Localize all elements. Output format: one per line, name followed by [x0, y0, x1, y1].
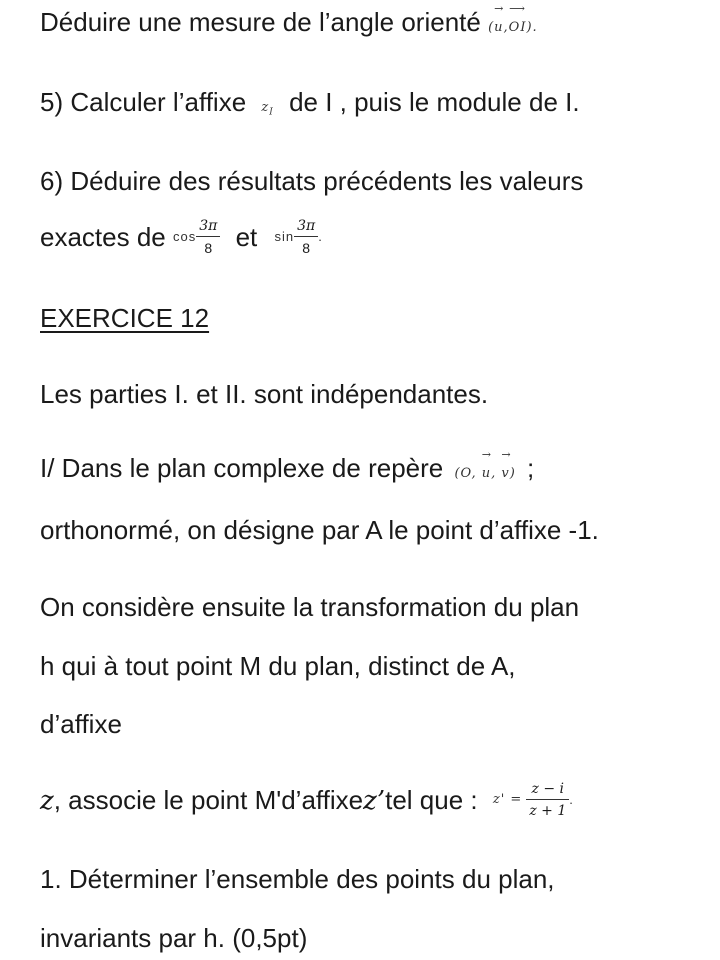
fraction-3pi-over-8-cos: $\frac{3\pi}{8}$: [196, 218, 220, 256]
sin-function: sin: [274, 229, 295, 244]
angle-question-line: [40, 2, 538, 44]
exercise-heading: EXERCICE 12: [40, 303, 210, 333]
plane-definition-line: I/ Dans le plan complexe de repère (O, → u, → v) ;: [40, 448, 535, 483]
cos-function: cos: [172, 229, 197, 244]
transformation-line: On considère ensuite la transformation du plan: [40, 592, 580, 622]
formula-lhs: z' =: [492, 792, 523, 807]
question-6-line-1: 6) Déduire des résultats précédents les valeurs: [40, 166, 584, 196]
angle-question-text: Déduire une mesure de l’angle orienté: [40, 7, 481, 37]
affix-zi: $z_I$: [261, 100, 274, 118]
question-5-suffix: de I , puis le module de I.: [289, 87, 580, 117]
question-6-line-2: exactes de cos $\frac{3\pi}{8}$ et sin $\frac{3\pi}{8}$ .: [40, 218, 323, 256]
fraction-3pi-over-8-sin: $\frac{3\pi}{8}$: [294, 218, 318, 256]
affix-line: d’affixe: [40, 709, 122, 739]
orthonormal-line: orthonormé, on désigne par A le point d’affixe -1.: [40, 515, 599, 545]
plane-definition-text: I/ Dans le plan complexe de repère: [40, 453, 444, 483]
transformation-line-2: h qui à tout point M du plan, distinct de A,: [40, 651, 516, 681]
question-5: [40, 86, 580, 129]
question-1-line-1: 1. Déterminer l’ensemble des points du plan,: [40, 864, 555, 894]
et-word: et: [235, 221, 258, 252]
frame-expression: (O, → u, → v): [454, 448, 516, 481]
formula-fraction: $\frac{z - i}{z + 1}$: [526, 781, 569, 819]
angle-vector-expression: ( → u, ⟶ OI).: [488, 2, 538, 35]
question-5-prefix: 5) Calculer l’affixe: [40, 87, 247, 117]
intro-paragraph: Les parties I. et II. sont indépendantes.: [40, 379, 489, 409]
question-1-line-2: invariants par h. (0,5pt): [40, 923, 308, 953]
formula-line: z, associe le point M'd’affixez’tel que : z' = $\frac{z - i}{z + 1}$ .: [40, 781, 574, 819]
question-6-prefix: exactes de: [40, 221, 166, 252]
